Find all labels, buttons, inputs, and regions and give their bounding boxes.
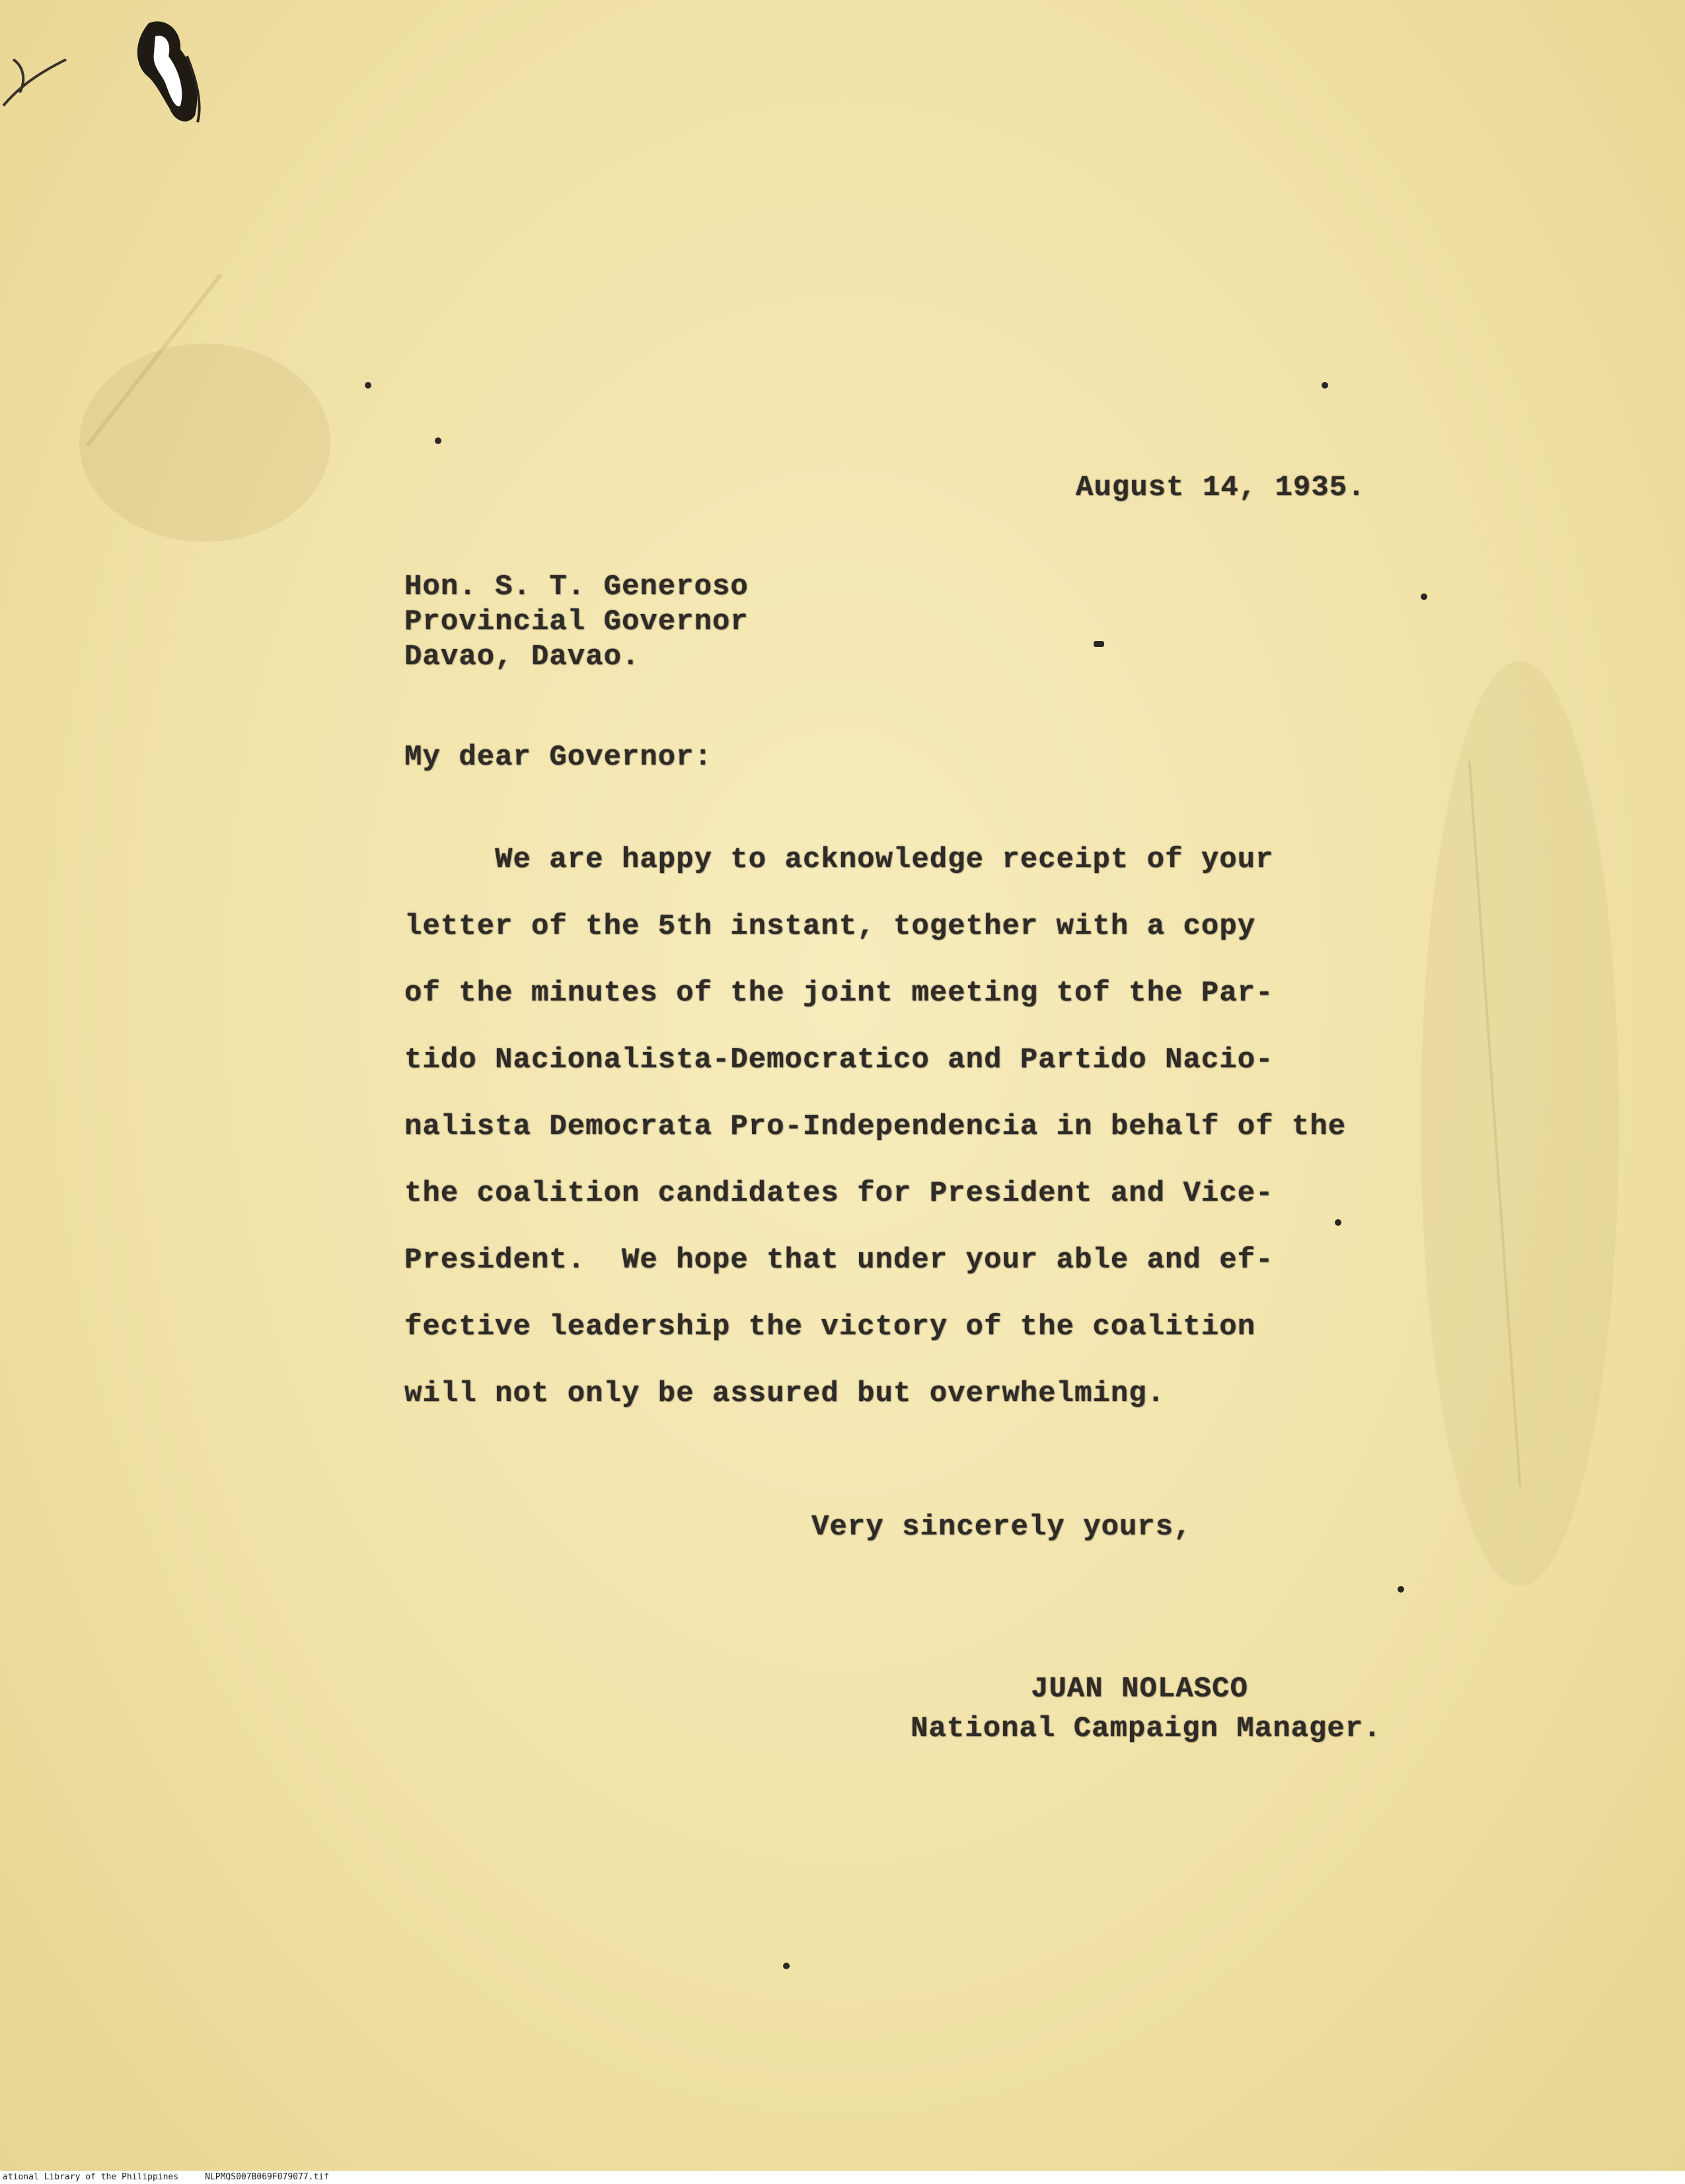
body-line: fective leadership the victory of the coalition — [404, 1310, 1256, 1343]
body-line: letter of the 5th instant, together with a copy — [404, 910, 1256, 943]
archive-footer — [0, 2171, 1685, 2184]
ink-speck — [1398, 1586, 1404, 1593]
recipient-location: Davao, Davao. — [404, 640, 640, 673]
paper-stain — [79, 344, 330, 542]
body-line: of the minutes of the joint meeting tof the Par- — [404, 977, 1274, 1010]
recipient-title: Provincial Governor — [404, 605, 749, 638]
archive-name: ational Library of the Philippines — [3, 2172, 179, 2182]
body-line: nalista Democrata Pro-Independencia in behalf of the — [404, 1110, 1347, 1143]
ink-speck — [783, 1963, 790, 1969]
ink-speck — [1094, 641, 1104, 647]
ink-speck — [1322, 382, 1328, 389]
complimentary-close: Very sincerely yours, — [811, 1511, 1192, 1544]
ink-speck — [435, 437, 441, 444]
body-line: the coalition candidates for President and Vice- — [404, 1177, 1274, 1210]
signatory-title: National Campaign Manager. — [911, 1712, 1382, 1745]
signatory-name: JUAN NOLASCO — [1031, 1673, 1248, 1706]
body-line: We are happy to acknowledge receipt of your — [404, 843, 1274, 876]
ink-speck — [1421, 593, 1427, 600]
burn-hole-icon — [129, 17, 208, 129]
body-line: President. We hope that under your able and ef- — [404, 1244, 1274, 1277]
salutation: My dear Governor: — [404, 741, 712, 774]
body-line: tido Nacionalista-Democratico and Partido Nacio- — [404, 1043, 1274, 1076]
recipient-name: Hon. S. T. Generoso — [404, 570, 749, 603]
ink-speck — [1335, 1219, 1341, 1226]
file-id: NLPMQS007B069F079077.tif — [205, 2172, 329, 2182]
ink-speck — [365, 382, 371, 389]
paper-stain — [1421, 661, 1619, 1586]
letter-date: August 14, 1935. — [1076, 471, 1366, 504]
pencil-mark-icon — [0, 33, 79, 119]
body-line: will not only be assured but overwhelming. — [404, 1377, 1165, 1410]
